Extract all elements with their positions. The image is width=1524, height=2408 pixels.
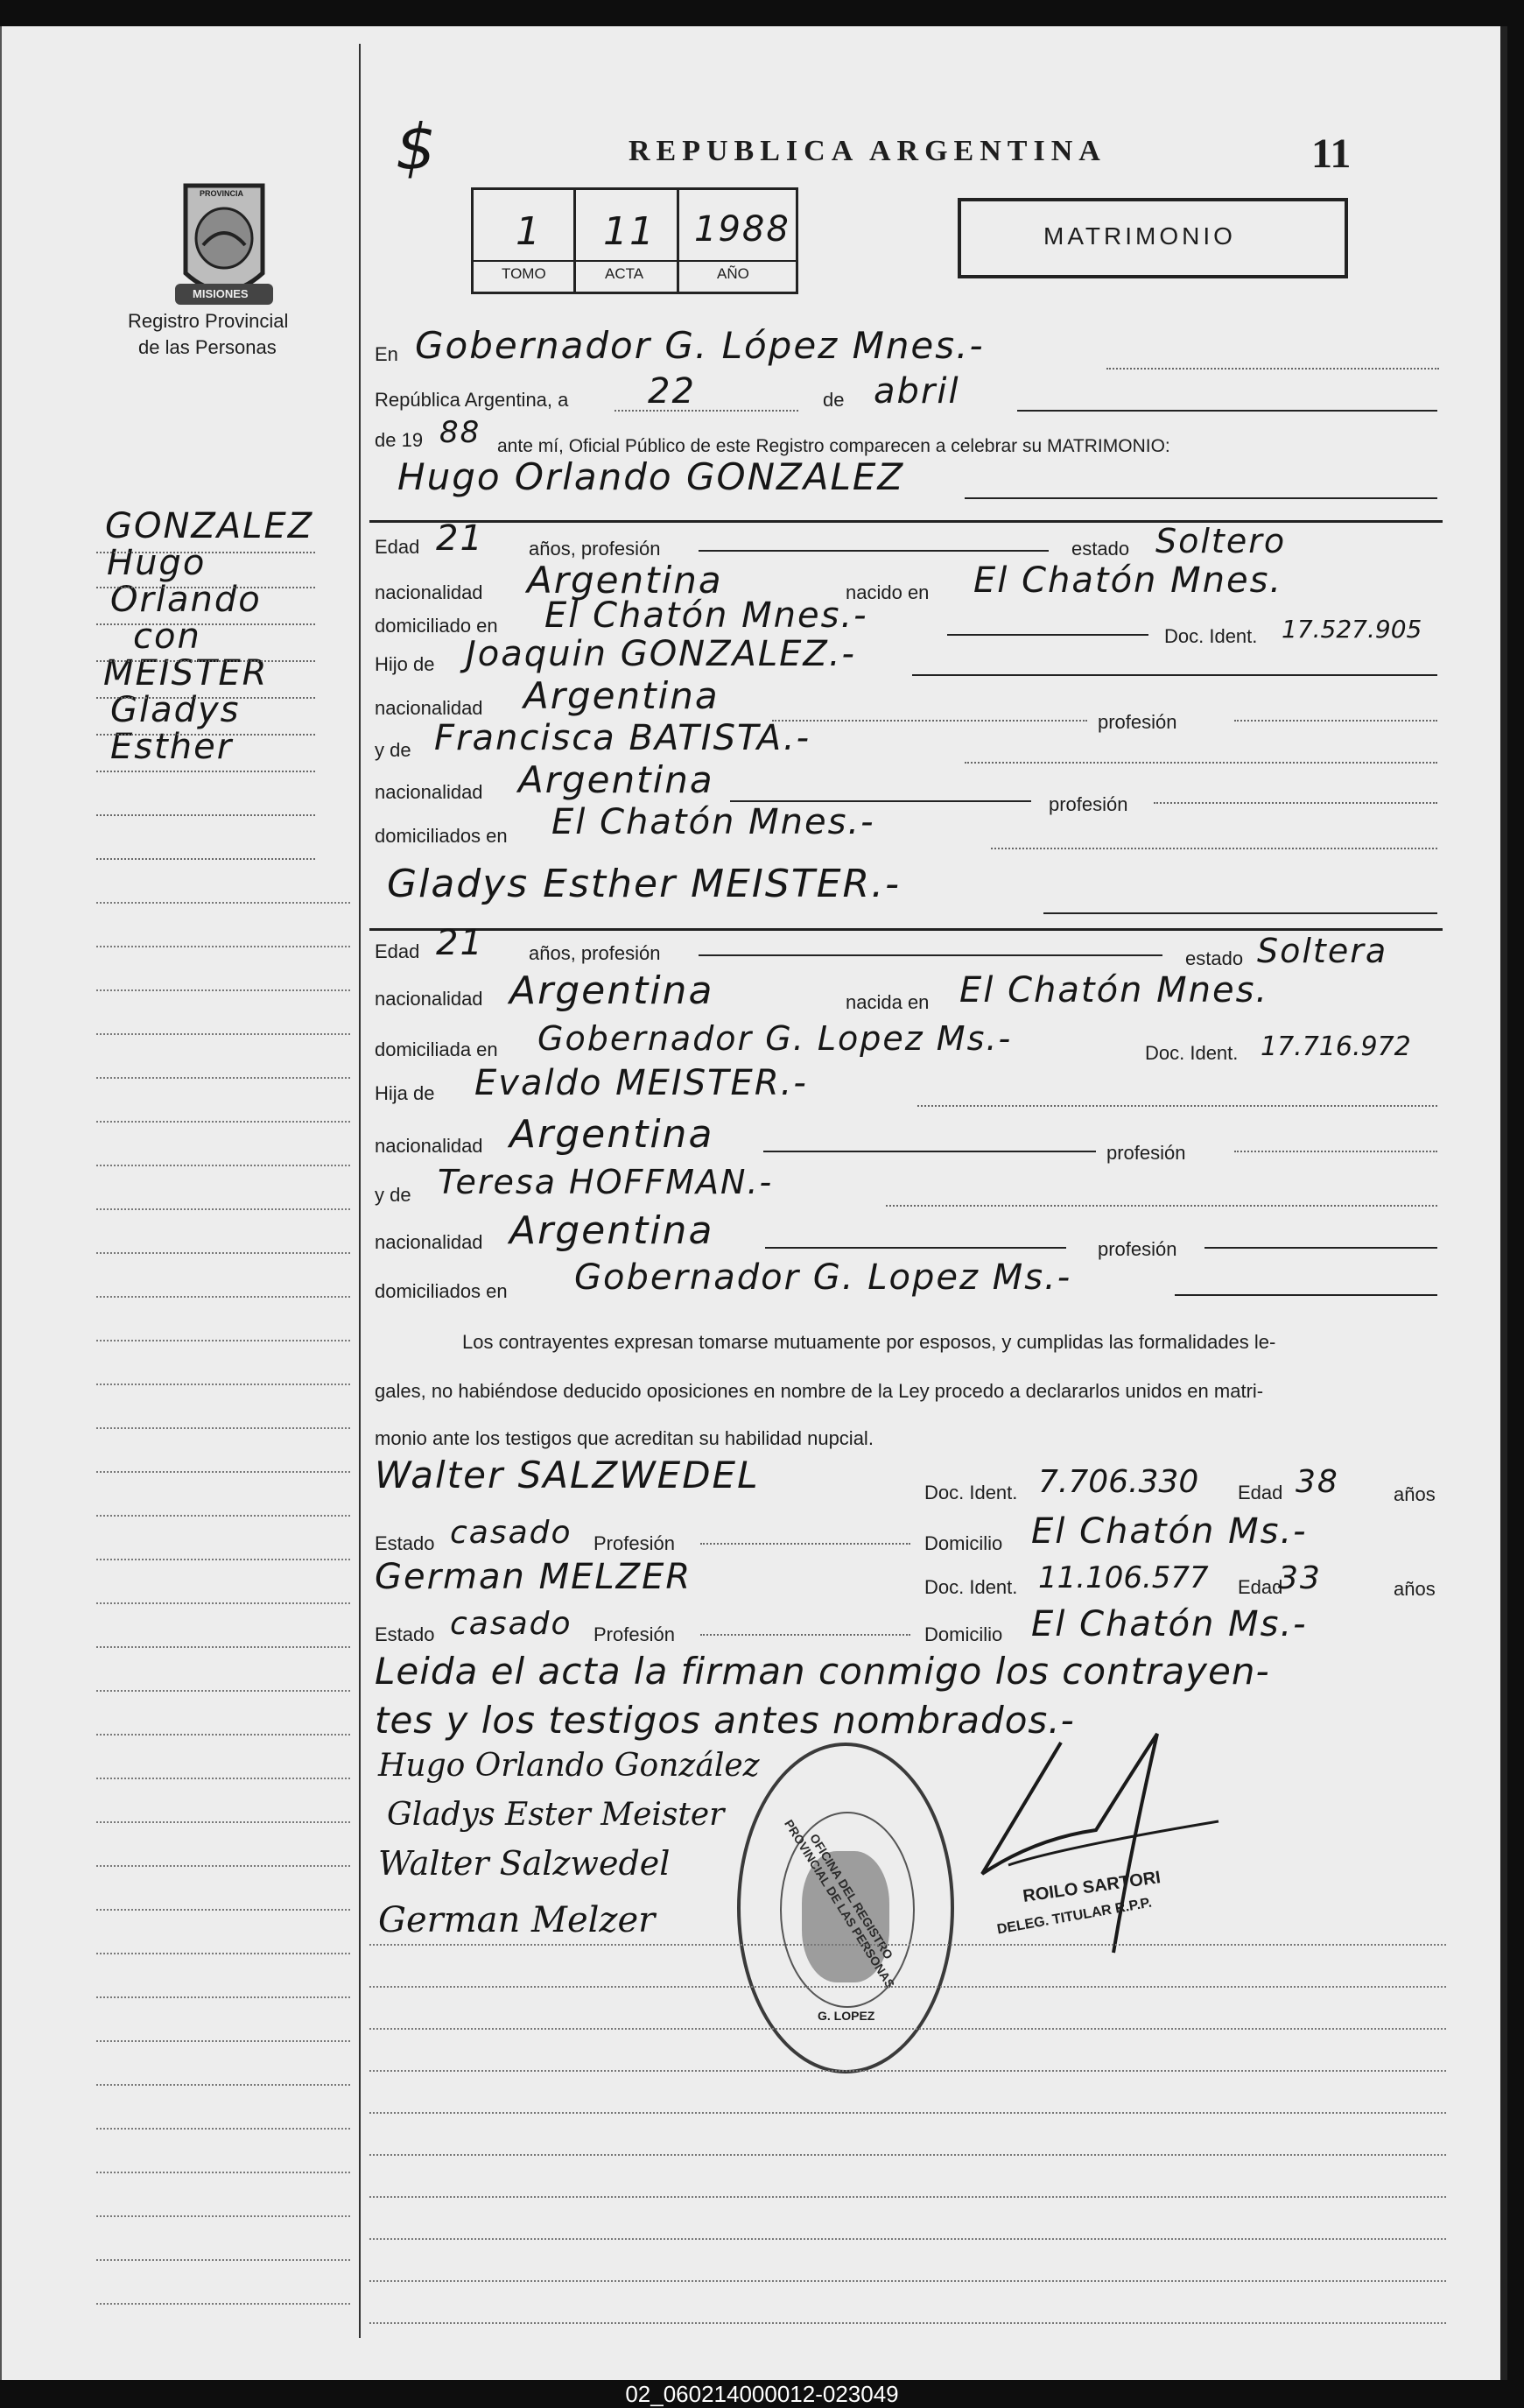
field-rule — [917, 1105, 1437, 1107]
field-rule — [700, 1543, 910, 1545]
label-de: de — [823, 389, 845, 411]
witness1-age: 38 — [1296, 1464, 1339, 1500]
groom-estado: Soltero — [1155, 522, 1287, 560]
official-seal — [737, 1743, 954, 2074]
margin-mark: $ — [396, 110, 438, 184]
act-type: MATRIMONIO — [1043, 222, 1236, 250]
tomo-value: 1 — [516, 209, 542, 254]
label-hija: Hija de — [375, 1082, 435, 1104]
groom-doc: 17.527.905 — [1282, 615, 1422, 644]
field-rule — [699, 954, 1162, 956]
margin-divider — [359, 44, 361, 2338]
field-rule — [1234, 1151, 1437, 1152]
label-prof-mother: profesión — [1049, 793, 1128, 815]
groom-parents-domicile: El Chatón Mnes.- — [551, 802, 875, 842]
witness1-doc: 7.706.330 — [1038, 1464, 1199, 1500]
label-estado: estado — [1071, 538, 1130, 560]
signature-witness2: German Melzer — [378, 1900, 656, 1940]
section-divider — [369, 928, 1443, 931]
tomo-label: TOMO — [502, 265, 546, 282]
margin-rule — [96, 858, 315, 860]
margin-rule — [96, 587, 315, 588]
field-rule — [1017, 410, 1437, 412]
groom-father-nationality: Argentina — [523, 674, 720, 717]
label-estado: estado — [1185, 947, 1244, 969]
groom-domicile: El Chatón Mnes.- — [544, 595, 868, 636]
margin-note-line: Gladys — [110, 690, 241, 730]
groom-nationality: Argentina — [527, 559, 723, 602]
label-doc: Doc. Ident. — [1164, 625, 1258, 647]
witness2-name: German MELZER — [375, 1557, 692, 1597]
margin-note-line: MEISTER — [103, 653, 269, 694]
label-domicilio: Domicilio — [924, 1623, 1003, 1645]
emblem-text: MISIONES — [193, 287, 249, 300]
field-rule — [700, 1634, 910, 1636]
label-domicilio: Domicilio — [924, 1532, 1003, 1554]
margin-rule — [96, 660, 315, 662]
label-profesion: Profesión — [593, 1623, 675, 1645]
label-domiciliada: domiciliada en — [375, 1039, 498, 1060]
field-rule — [1234, 720, 1437, 722]
bride-parents-domicile: Gobernador G. Lopez Ms.- — [574, 1257, 1072, 1298]
groom-mother: Francisca BATISTA.- — [434, 718, 811, 758]
body-line1: Los contrayentes expresan tomarse mutuamente por esposos, y cumplidas las formalidades le- — [462, 1331, 1276, 1353]
bride-birthplace: El Chatón Mnes. — [959, 970, 1269, 1010]
field-rule — [1154, 802, 1437, 804]
label-domiciliados: domiciliados en — [375, 825, 508, 847]
label-nacida: nacida en — [846, 991, 930, 1013]
margin-note-line: GONZALEZ — [105, 506, 314, 546]
signature-groom: Hugo Orlando González — [378, 1748, 760, 1784]
witness2-estado: casado — [450, 1606, 572, 1642]
field-rule — [1204, 1247, 1437, 1249]
declaration: ante mí, Oficial Público de este Registro comparecen a celebrar su MATRIMONIO: — [497, 436, 1170, 456]
label-nacionalidad: nacionalidad — [375, 988, 483, 1010]
body-line3: monio ante los testigos que acreditan su habilidad nupcial. — [375, 1427, 874, 1449]
margin-rule — [96, 734, 315, 736]
label-doc: Doc. Ident. — [924, 1576, 1018, 1598]
registry-line2: de las Personas — [138, 336, 277, 358]
ano-value: 1988 — [694, 209, 790, 250]
tomo-acta-ano-box — [471, 187, 798, 294]
margin-rule — [96, 771, 315, 772]
country-title: REPUBLICA ARGENTINA — [629, 135, 1106, 167]
witness2-domicile: El Chatón Ms.- — [1031, 1604, 1308, 1644]
signature-witness1: Walter Salzwedel — [378, 1844, 671, 1883]
act-type-box — [958, 198, 1348, 278]
label-nacionalidad: nacionalidad — [375, 581, 483, 603]
groom-age: 21 — [436, 518, 484, 559]
label-prof-father: profesión — [1098, 711, 1177, 733]
label-en: En — [375, 343, 398, 365]
official-title: DELEG. TITULAR R.P.P. — [995, 1895, 1154, 1938]
field-rule — [947, 634, 1148, 636]
field-rule — [912, 674, 1437, 676]
margin-note-line: Esther — [110, 727, 234, 767]
bride-domicile: Gobernador G. Lopez Ms.- — [537, 1019, 1013, 1058]
field-rule — [699, 550, 1049, 552]
file-id-footer: 02_060214000012-023049 — [0, 2380, 1524, 2408]
seal-place: G. LOPEZ — [818, 2009, 875, 2023]
label-profesion: Profesión — [593, 1532, 675, 1554]
register-page — [0, 26, 1507, 2380]
emblem-top-text: PROVINCIA — [200, 189, 244, 198]
label-yde: y de — [375, 739, 411, 761]
margin-rule — [96, 552, 315, 553]
year-value: 88 — [439, 415, 481, 450]
field-rule — [1043, 912, 1437, 914]
body-line2: gales, no habiéndose deducido oposiciones en nombre de la Ley procedo a declararlos unidos en matri- — [375, 1380, 1264, 1402]
signature-bride: Gladys Ester Meister — [387, 1797, 725, 1833]
ano-label: AÑO — [717, 265, 749, 282]
label-nac-father: nacionalidad — [375, 697, 483, 719]
margin-note-line: con — [133, 616, 201, 657]
closing-line1: Leida el acta la firman conmigo los contrayen- — [375, 1650, 1270, 1693]
groom-father: Joaquin GONZALEZ.- — [466, 634, 856, 674]
label-edad: Edad — [1238, 1576, 1283, 1598]
label-doc: Doc. Ident. — [924, 1482, 1018, 1503]
label-anos: años, profesión — [529, 538, 661, 560]
label-de-year: de 19 — [375, 429, 424, 451]
acta-value: 11 — [603, 209, 656, 254]
margin-rule — [96, 623, 315, 625]
field-rule — [886, 1205, 1437, 1207]
label-nac-mother: nacionalidad — [375, 1231, 483, 1253]
bride-nationality: Argentina — [509, 968, 714, 1013]
margin-note-line: Hugo — [107, 543, 207, 583]
margin-rule — [96, 697, 315, 699]
province-emblem — [168, 177, 280, 317]
witness1-name: Walter SALZWEDEL — [375, 1454, 760, 1496]
margin-note-line: Orlando — [110, 580, 262, 620]
groom-mother-nationality: Argentina — [518, 758, 714, 801]
bride-estado: Soltera — [1257, 932, 1388, 970]
field-rule — [1106, 368, 1439, 370]
field-rule — [1175, 1294, 1437, 1296]
label-domiciliado: domiciliado en — [375, 615, 498, 637]
bride-father: Evaldo MEISTER.- — [474, 1063, 808, 1103]
bride-mother-nationality: Argentina — [509, 1208, 714, 1253]
witness2-age: 33 — [1278, 1560, 1322, 1596]
acta-label: ACTA — [605, 265, 644, 282]
bride-name: Gladys Esther MEISTER.- — [387, 862, 901, 906]
field-rule — [763, 1151, 1096, 1152]
label-anos: años — [1394, 1578, 1436, 1600]
field-rule — [615, 410, 798, 412]
label-anos: años, profesión — [529, 942, 661, 964]
month-value: abril — [874, 371, 960, 412]
label-yde: y de — [375, 1184, 411, 1206]
groom-birthplace: El Chatón Mnes. — [973, 560, 1283, 601]
label-edad: Edad — [375, 940, 420, 962]
closing-line2: tes y los testigos antes nombrados.- — [375, 1699, 1075, 1742]
label-republica: República Argentina, a — [375, 389, 569, 411]
label-estado: Estado — [375, 1623, 435, 1645]
official-name: ROILO SARTORI — [1022, 1868, 1162, 1906]
label-nac-father: nacionalidad — [375, 1135, 483, 1157]
margin-rule — [96, 814, 315, 816]
bride-father-nationality: Argentina — [509, 1112, 714, 1157]
label-nac-mother: nacionalidad — [375, 781, 483, 803]
label-domiciliados: domiciliados en — [375, 1280, 508, 1302]
label-nacido: nacido en — [846, 581, 930, 603]
registry-line1: Registro Provincial — [128, 310, 289, 332]
groom-name: Hugo Orlando GONZALEZ — [397, 455, 905, 498]
place-value: Gobernador G. López Mnes.- — [415, 324, 985, 367]
day-value: 22 — [648, 371, 696, 412]
bride-mother: Teresa HOFFMAN.- — [438, 1163, 774, 1201]
witness1-estado: casado — [450, 1515, 572, 1551]
field-rule — [991, 848, 1437, 849]
field-rule — [772, 720, 1087, 722]
label-doc: Doc. Ident. — [1145, 1042, 1239, 1064]
bride-doc: 17.716.972 — [1261, 1031, 1411, 1062]
label-estado: Estado — [375, 1532, 435, 1554]
seal-text: OFICINA DEL REGISTRO PROVINCIAL DE LAS PERSONAS — [782, 1817, 898, 1991]
label-anos: años — [1394, 1483, 1436, 1505]
label-hijo: Hijo de — [375, 653, 435, 675]
field-rule — [965, 497, 1437, 499]
bride-age: 21 — [436, 923, 484, 963]
witness1-domicile: El Chatón Ms.- — [1031, 1511, 1308, 1552]
witness2-doc: 11.106.577 — [1038, 1560, 1209, 1595]
page-number: 11 — [1311, 130, 1352, 177]
label-prof-mother: profesión — [1098, 1238, 1177, 1260]
label-edad: Edad — [375, 536, 420, 558]
field-rule — [965, 762, 1437, 764]
label-edad: Edad — [1238, 1482, 1283, 1503]
field-rule — [765, 1247, 1066, 1249]
label-prof-father: profesión — [1106, 1142, 1186, 1164]
